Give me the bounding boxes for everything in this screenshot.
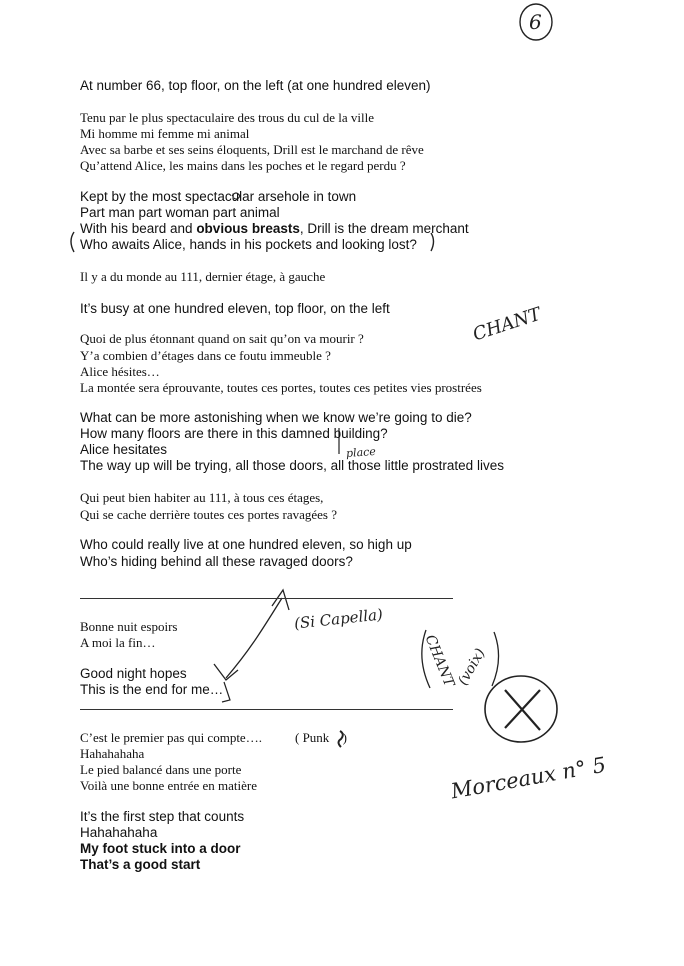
section1-en-line-2: Part man part woman part animal	[80, 205, 280, 220]
annotation-place: place	[345, 444, 377, 461]
section1-fr-line-3: Avec sa barbe et ses seins éloquents, Drill est le marchand de rêve	[80, 142, 424, 157]
annotation-si-capella: (Si Capella)	[293, 605, 384, 633]
section3-fr-line-3: Alice hésites…	[80, 364, 160, 379]
section1-fr-line-4: Qu’attend Alice, les mains dans les poches et le regard perdu ?	[80, 158, 406, 173]
en-line-3-end: , Drill is the dream merchant	[299, 221, 469, 236]
section5-fr-line-1: Bonne nuit espoirs	[80, 619, 178, 634]
open-paren-mark	[71, 232, 74, 252]
arrow-head-up	[272, 590, 289, 610]
arrow-head-down	[214, 664, 238, 680]
chant-paren-right	[492, 632, 499, 686]
section6-en-line-1: It’s the first step that counts	[80, 809, 245, 824]
section5-en-line-2: This is the end for me…	[80, 682, 224, 697]
section5-en-line-1: Good night hopes	[80, 666, 187, 681]
annotation-morceaux: Morceaux n° 5	[449, 752, 608, 804]
section1-fr-line-2: Mi homme mi femme mi animal	[80, 126, 250, 141]
section4-en-line-2: Who’s hiding behind all these ravaged doors?	[80, 554, 353, 569]
annotation-chant-2: CHANT	[421, 632, 457, 690]
section5-fr-line-2: A moi la fin…	[80, 635, 156, 650]
section3-fr-line-2: Y’a combien d’étages dans ce foutu immeuble ?	[80, 348, 331, 363]
section1-en-line-3	[80, 222, 469, 236]
en-line-3-start: With his beard and	[80, 221, 197, 236]
section3-en-line-3: Alice hesitates	[80, 442, 168, 457]
section4-fr-line-1: Qui peut bien habiter au 111, à tous ces étages,	[80, 490, 324, 505]
section6-en-line-4: That’s a good start	[80, 857, 201, 872]
section4-en-line-1: Who could really live at one hundred eleven, so high up	[80, 537, 412, 552]
section3-en-line-4: The way up will be trying, all those doors, all those little prostrated lives	[80, 458, 504, 473]
punk-note-text: ( Punk	[295, 730, 333, 745]
divider-bottom	[80, 709, 453, 710]
section6-en-line-3: My foot stuck into a door	[80, 841, 241, 856]
section6-fr-line-2: Hahahahaha	[80, 746, 145, 761]
page-number: 6	[529, 10, 542, 34]
circled-x-stroke-2	[505, 690, 540, 728]
section2-en: It’s busy at one hundred eleven, top floor, on the left	[80, 301, 390, 316]
section1-fr-line-1: Tenu par le plus spectaculaire des trous du cul de la ville	[80, 110, 375, 125]
obvious-breasts-bold: obvious breasts	[196, 221, 300, 236]
section3-fr-line-4: La montée sera éprouvante, toutes ces portes, toutes ces petites vies prostrées	[80, 380, 482, 395]
section3-fr-line-1: Quoi de plus étonnant quand on sait qu’on va mourir ?	[80, 331, 364, 346]
circled-x-stroke-1	[505, 690, 540, 730]
arrow-line	[226, 598, 282, 678]
annotation-voix: (voix)	[454, 645, 489, 689]
section1-en-line-1: Kept by the most spectacular arsehole in town	[80, 189, 357, 204]
section3-en-line-1: What can be more astonishing when we know we’re going to die?	[80, 410, 472, 425]
section1-en-line-4: Who awaits Alice, hands in his pockets and looking lost?	[80, 237, 417, 252]
section6-fr-line-3: Le pied balancé dans une porte	[80, 762, 242, 777]
section3-en-line-2: How many floors are there in this damned building?	[80, 426, 388, 441]
punk-note	[295, 731, 347, 744]
punk-note-close: )	[342, 730, 347, 745]
section4-fr-line-2: Qui se cache derrière toutes ces portes ravagées ?	[80, 507, 337, 522]
section6-en-line-2: Hahahahaha	[80, 825, 158, 840]
section2-fr: Il y a du monde au 111, dernier étage, à gauche	[80, 269, 326, 284]
section6-fr-line-1: C’est le premier pas qui compte….	[80, 730, 262, 745]
circled-x-ring	[485, 676, 557, 742]
annotation-chant-1: CHANT	[470, 303, 544, 346]
divider-top	[80, 598, 453, 599]
section6-fr-line-4: Voilà une bonne entrée en matière	[80, 778, 257, 793]
section1-heading: At number 66, top floor, on the left (at one hundred eleven)	[80, 78, 431, 93]
